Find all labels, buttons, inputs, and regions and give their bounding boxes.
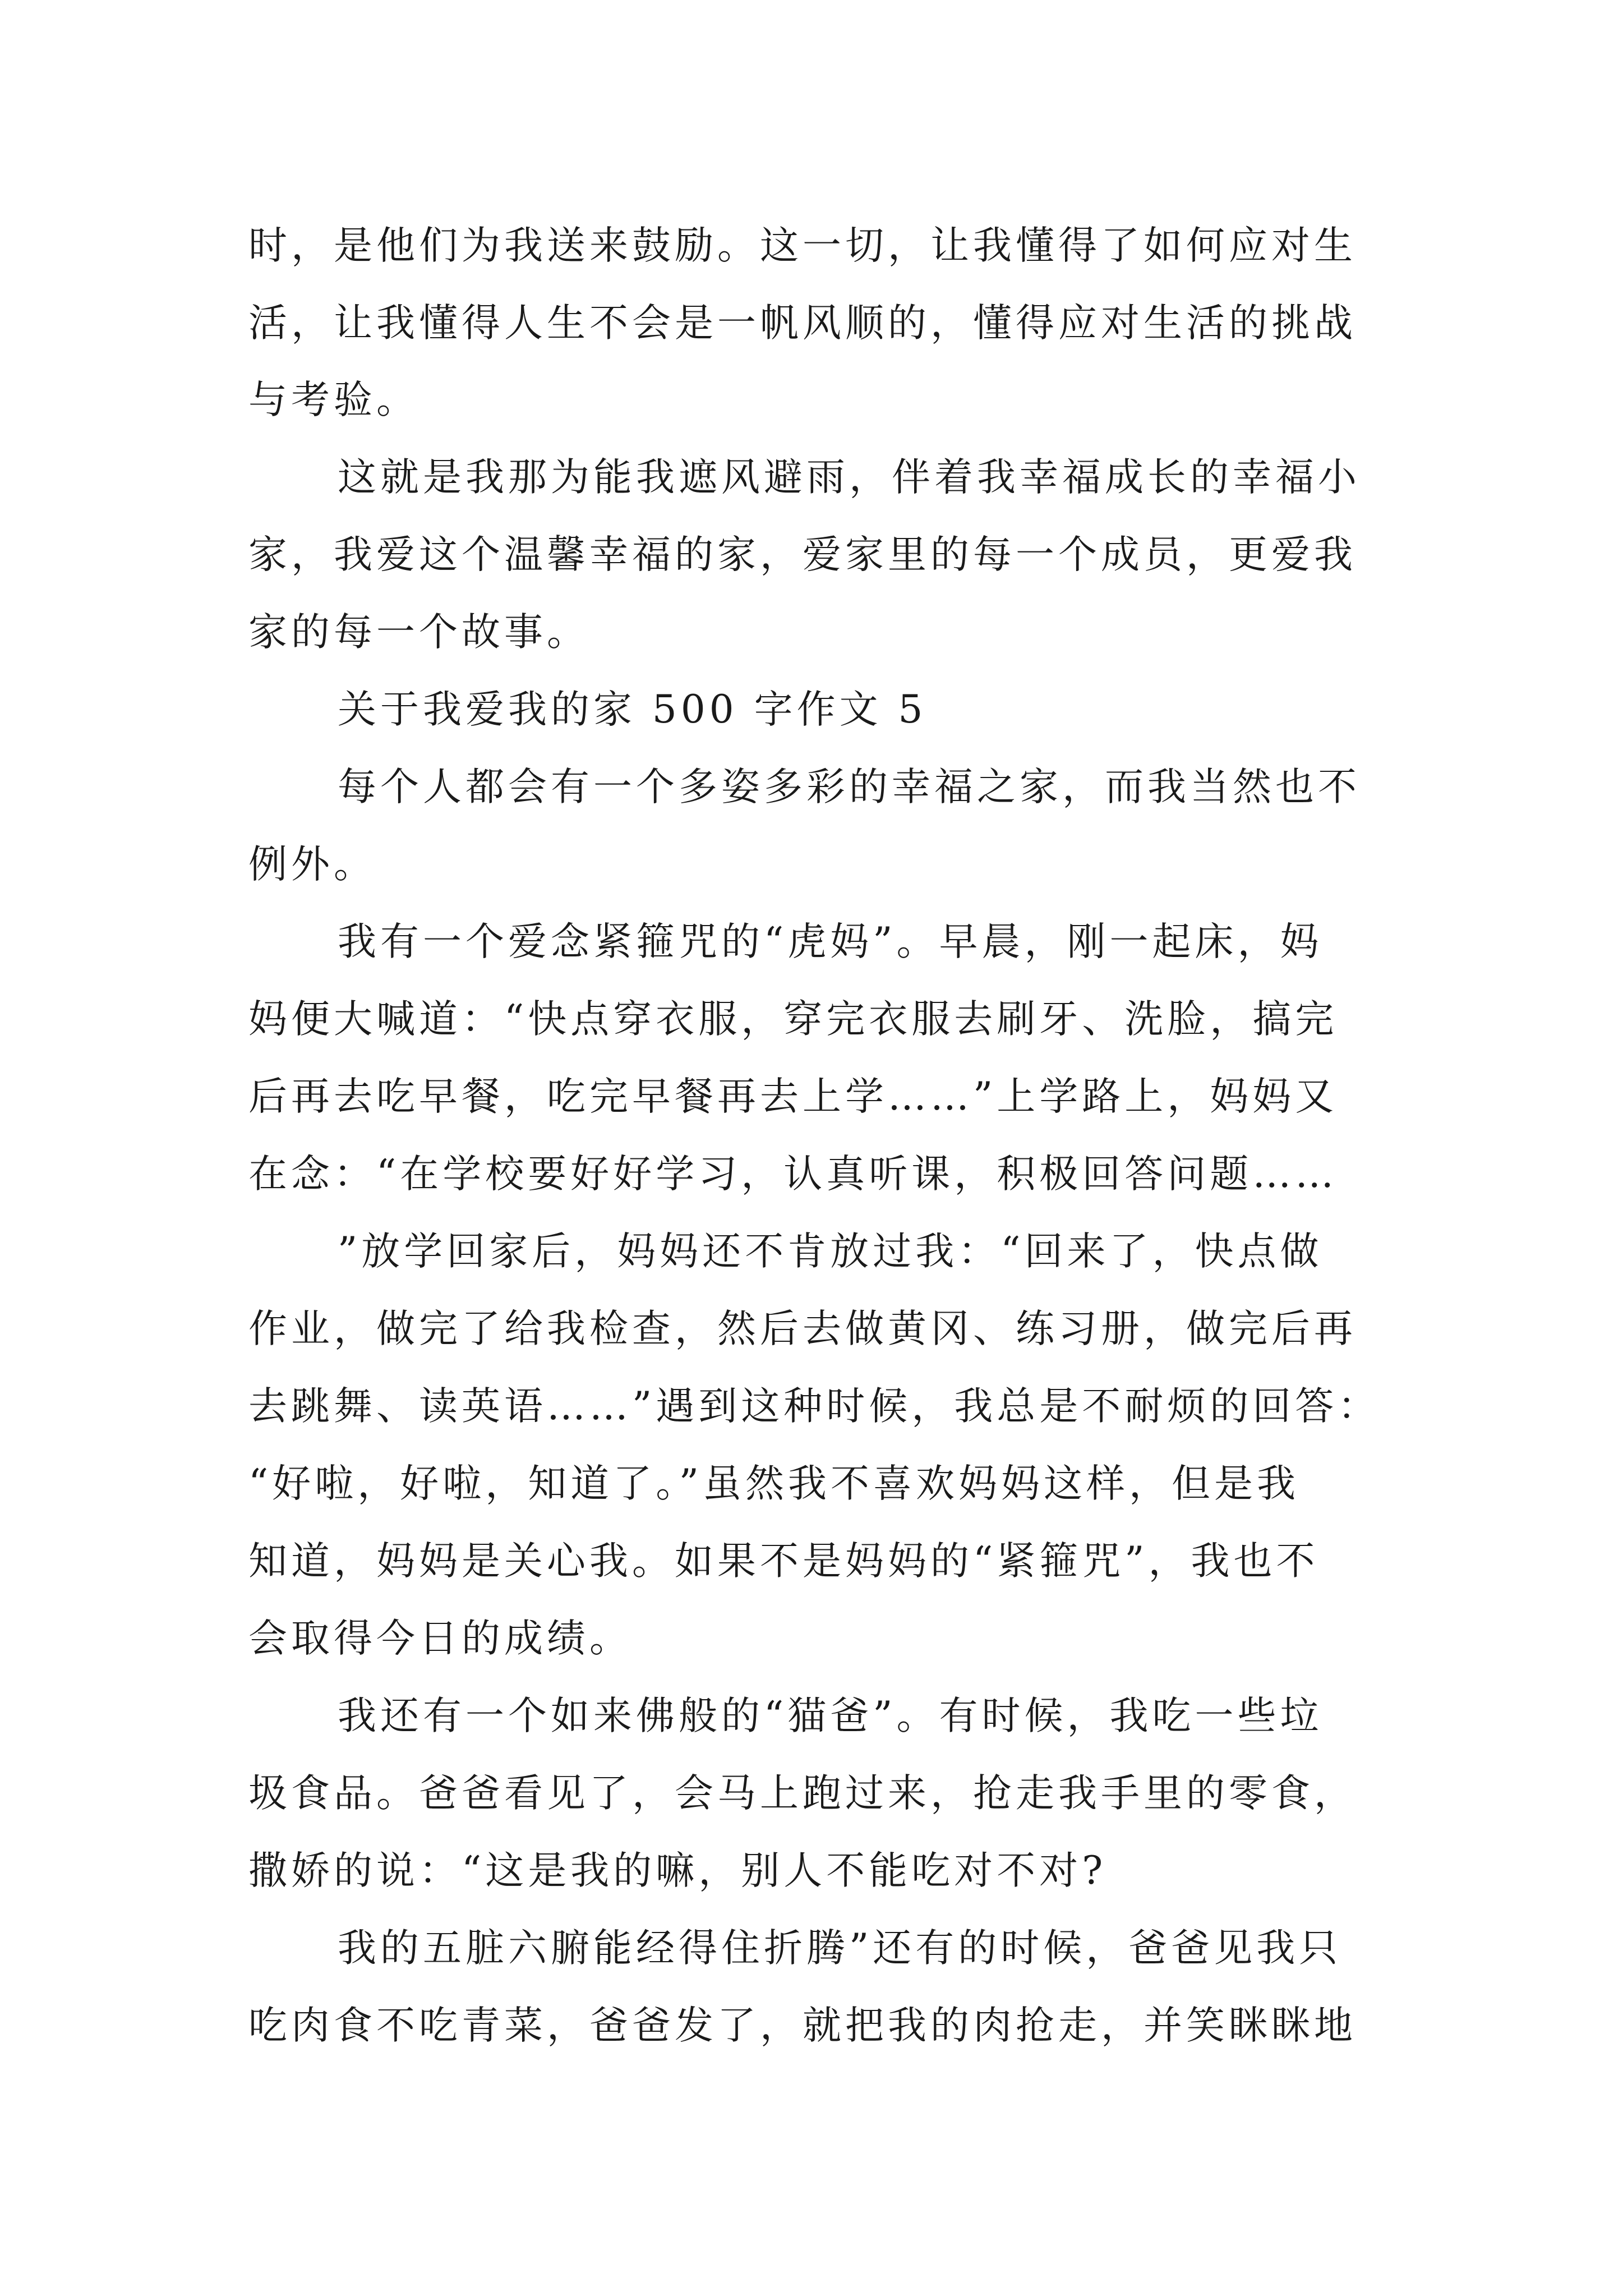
section-heading: 关于我爱我的家 500 字作文 5: [338, 687, 927, 732]
paragraph-start-line: ”放学回家后，妈妈还不肯放过我：“回来了，快点做: [338, 1229, 1323, 1274]
paragraph-start-line: 我有一个爱念紧箍咒的“虎妈”。早晨，刚一起床，妈: [338, 919, 1323, 964]
text-line: “好啦，好啦，知道了。”虽然我不喜欢妈妈这样，但是我: [248, 1461, 1300, 1506]
text-line: 活，让我懂得人生不会是一帆风顺的，懂得应对生活的挑战: [248, 301, 1357, 346]
text-line: 家，我爱这个温馨幸福的家，爱家里的每一个成员，更爱我: [248, 532, 1357, 577]
text-line: 时，是他们为我送来鼓励。这一切，让我懂得了如何应对生: [248, 223, 1357, 268]
text-line: 吃肉食不吃青菜，爸爸发了，就把我的肉抢走，并笑眯眯地: [248, 2003, 1357, 2048]
text-line: 家的每一个故事。: [248, 610, 589, 655]
text-line: 去跳舞、读英语……”遇到这种时候，我总是不耐烦的回答：: [248, 1384, 1381, 1429]
paragraph-start-line: 我的五脏六腑能经得住折腾”还有的时候，爸爸见我只: [338, 1926, 1342, 1971]
paragraph-start-line: 我还有一个如来佛般的“猫爸”。有时候，我吃一些垃: [338, 1694, 1323, 1738]
paragraph-start-line: 每个人都会有一个多姿多彩的幸福之家，而我当然也不: [338, 765, 1361, 809]
text-line: 后再去吃早餐，吃完早餐再去上学……”上学路上，妈妈又: [248, 1074, 1338, 1119]
paragraph-start-line: 这就是我那为能我遮风避雨，伴着我幸福成长的幸福小: [338, 455, 1361, 500]
text-line: 圾食品。爸爸看见了，会马上跑过来，抢走我手里的零食，: [248, 1771, 1357, 1816]
text-line: 妈便大喊道：“快点穿衣服，穿完衣服去刷牙、洗脸，搞完: [248, 997, 1338, 1042]
text-line: 在念：“在学校要好好学习，认真听课，积极回答问题……: [248, 1152, 1338, 1197]
text-line: 知道，妈妈是关心我。如果不是妈妈的“紧箍咒”，我也不: [248, 1539, 1319, 1584]
text-line: 会取得今日的成绩。: [248, 1616, 632, 1661]
text-line: 与考验。: [248, 378, 419, 422]
text-line: 撒娇的说：“这是我的嘛，别人不能吃对不对?: [248, 1848, 1107, 1893]
text-line: 作业，做完了给我检查，然后去做黄冈、练习册，做完后再: [248, 1306, 1357, 1351]
text-line: 例外。: [248, 842, 376, 887]
